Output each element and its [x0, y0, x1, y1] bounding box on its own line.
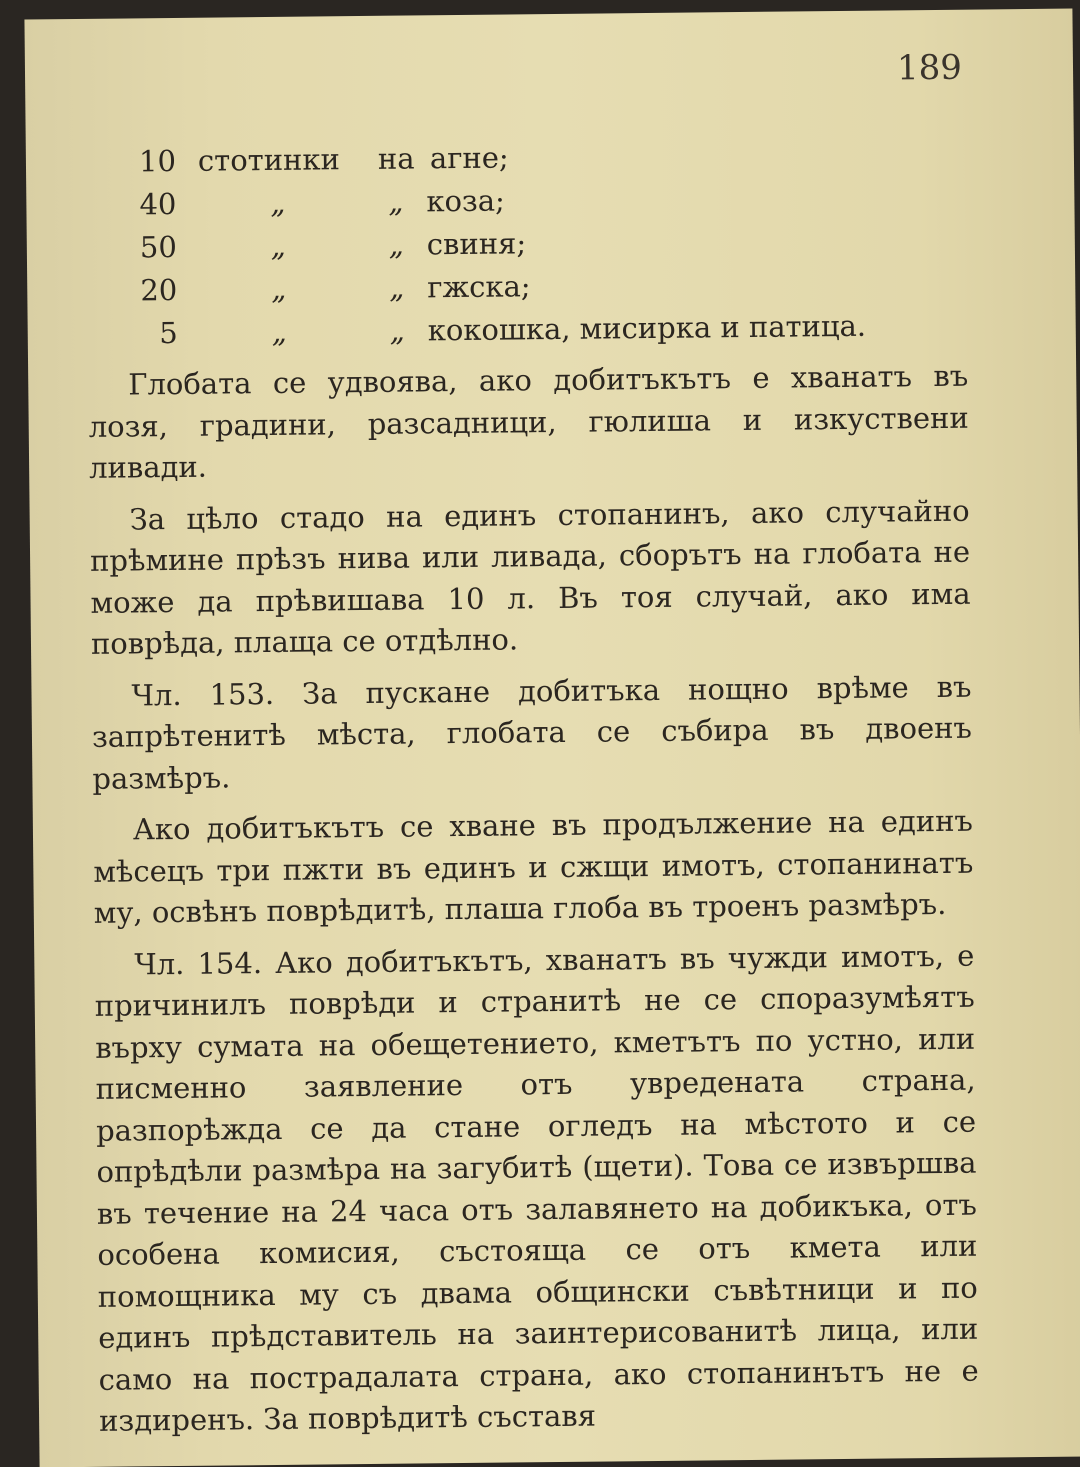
fee-amount: 40	[126, 183, 176, 227]
ditto-mark: „	[271, 268, 286, 311]
fee-unit: стотинки	[198, 138, 340, 182]
article-153-paragraph: Чл. 153. За пускане добитъка нощно врѣме въ запрѣтенитѣ мѣста, глобата се събира въ двоенъ размѣръ.	[91, 666, 972, 800]
ditto-mark: „	[388, 181, 403, 224]
book-page	[24, 9, 1080, 1467]
paragraph: Глобата се удвоява, ако добитъкътъ е хванатъ въ лозя, градини, разсадници, гюлиша и изкуствени ливади.	[88, 356, 969, 490]
paragraph: Ако добитъкътъ се хване въ продължение на единъ мѣсецъ три пжти въ единъ и сжщи имотъ, стопанинатъ му, освѣнъ поврѣдитѣ, плаша глоба въ троенъ размѣръ.	[93, 801, 974, 935]
fee-animal: коза;	[426, 180, 505, 224]
fee-animal: свиня;	[427, 222, 527, 266]
fee-animal: агне;	[430, 136, 509, 180]
ditto-mark: „	[270, 182, 285, 225]
fee-animal: гжска;	[427, 265, 531, 309]
body-text	[88, 356, 979, 1453]
fee-list	[126, 140, 128, 355]
paragraph: За цѣло стадо на единъ стопанинъ, ако случайно прѣмине прѣзъ нива или ливада, сборътъ на глобата не може да прѣвишава 10 л. Въ тоя случай, ако има поврѣда, плаща се отдѣлно.	[89, 490, 971, 665]
fee-animal: кокошка, мисирка и патица.	[428, 305, 867, 353]
ditto-mark: „	[272, 311, 287, 354]
article-154-paragraph: Чл. 154. Ако добитъкътъ, хванатъ въ чужди имотъ, е причинилъ поврѣди и странитѣ не се споразумѣятъ върху сумата на обещетението, кметътъ по устно, или писменно заявление отъ увредената страна, разпорѣжда се да стане огледъ на мѣстото и се опрѣдѣли размѣра на загубитѣ (щети). Това се извършва въ течение на 24 часа отъ залавянето на добикъка, отъ особена комисия, състояща се отъ кмета или помощника му съ двама общински съвѣтници и по единъ прѣдставитель на заинтерисованитѣ лица, или само на пострадалата страна, ако стопанинътъ не е издиренъ. За поврѣдитѣ съставя	[94, 935, 979, 1442]
fee-amount: 20	[127, 269, 177, 313]
fee-amount: 5	[128, 312, 178, 356]
fee-preposition: на	[378, 137, 415, 180]
fee-amount: 50	[127, 226, 177, 270]
ditto-mark: „	[271, 225, 286, 268]
ditto-mark: „	[389, 224, 404, 267]
fee-amount: 10	[126, 140, 176, 184]
ditto-mark: „	[389, 267, 404, 310]
page-number: 189	[897, 48, 962, 89]
ditto-mark: „	[390, 310, 405, 353]
